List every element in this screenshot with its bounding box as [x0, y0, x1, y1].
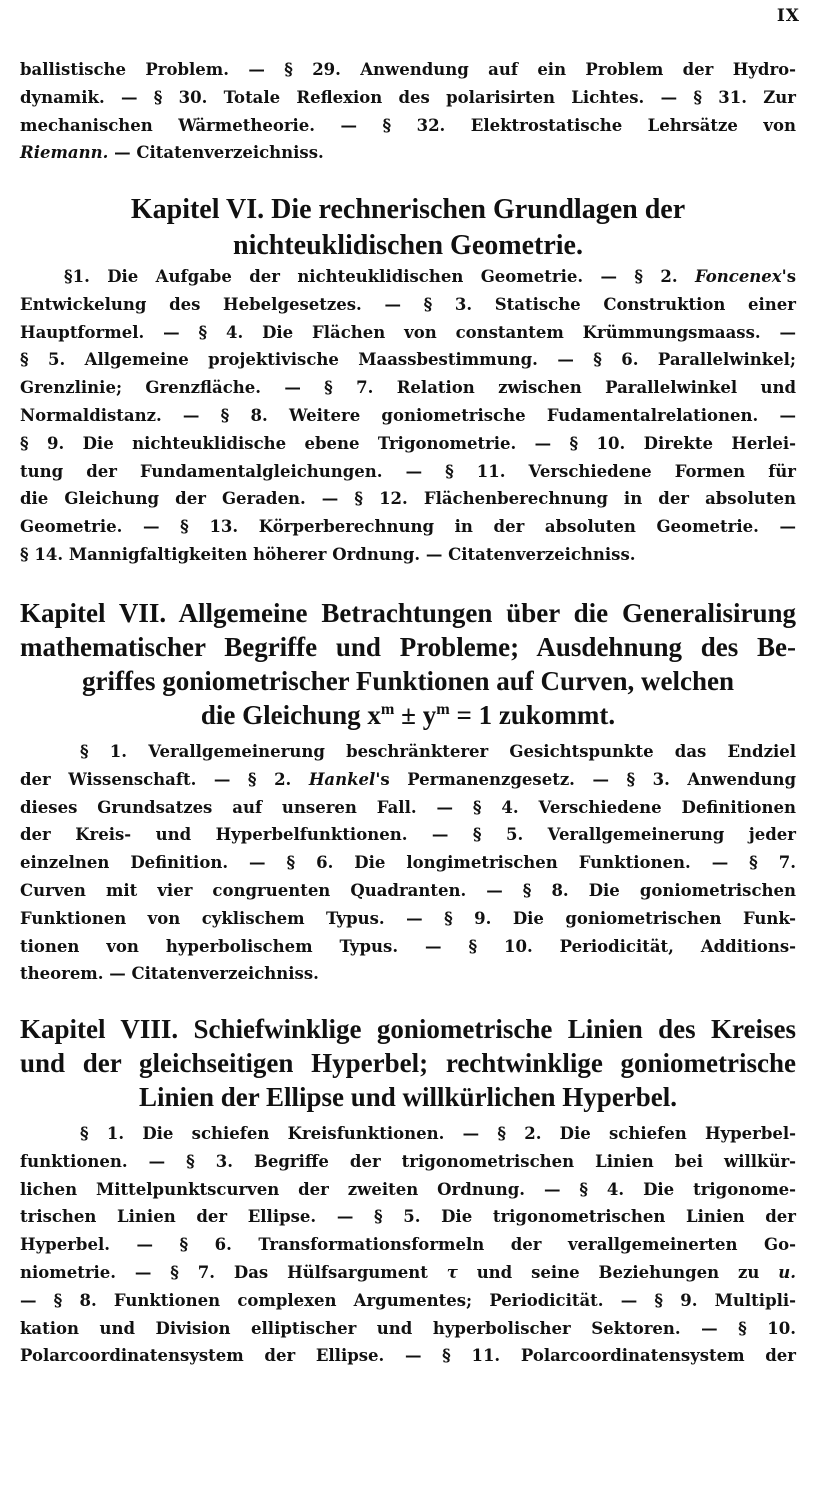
text-fragment: = 1 zukommt. [449, 700, 616, 730]
chapter8-heading [20, 1012, 796, 1114]
text-line: Hyperbel. — § 6. Transformationsformeln der verallgemeinerten Go- [20, 1235, 796, 1255]
text-line [20, 139, 796, 167]
chapter5-tail-paragraph [20, 56, 796, 167]
text-line: tung der Fundamentalgleichungen. — § 11. Verschiedene Formen für [20, 461, 796, 481]
chapter6-heading [20, 192, 796, 264]
text-line: Funktionen von cyklischem Typus. — § 9. Die goniometrischen Funk- [20, 908, 796, 928]
text-fragment: — Citatenverzeichniss. [108, 143, 324, 163]
heading-line: griffes goniometrischer Funktionen auf Curven, welchen [82, 666, 734, 696]
exponent: m [380, 700, 395, 718]
author-name: Riemann. [20, 143, 109, 163]
text-line: theorem. — Citatenverzeichniss. [20, 964, 319, 984]
text-line: § 1. Die schiefen Kreisfunktionen. — § 2. Die schiefen Hyperbel- [80, 1124, 796, 1143]
text-line: Hauptformel. — § 4. Die Flächen von constantem Krümmungsmaass. — [20, 322, 796, 342]
author-name: Hankel [308, 769, 376, 789]
chapter7-paragraph [20, 738, 796, 988]
text-fragment: und seine Beziehungen zu [457, 1262, 760, 1282]
exponent: m [436, 700, 450, 718]
text-line: Grenzlinie; Grenzfläche. — § 7. Relation zwischen Parallelwinkel und [20, 378, 796, 398]
text-line: ballistische Problem. — § 29. Anwendung auf ein Problem der Hydro- [20, 60, 796, 79]
text-line [20, 1259, 796, 1287]
text-line: einzelnen Definition. — § 6. Die longimetrischen Funktionen. — § 7. [20, 853, 796, 873]
text-line: § 5. Allgemeine projektivische Maassbestimmung. — § 6. Parallelwinkel; [20, 350, 796, 370]
text-line: § 9. Die nichteuklidische ebene Trigonometrie. — § 10. Direkte Herlei- [20, 433, 796, 453]
text-line: Curven mit vier congruenten Quadranten. — § 8. Die goniometrischen [20, 880, 796, 900]
text-line: lichen Mittelpunktscurven der zweiten Ordnung. — § 4. Die trigonome- [20, 1179, 796, 1199]
text-line: funktionen. — § 3. Begriffe der trigonometrischen Linien bei willkür- [20, 1151, 796, 1171]
text-fragment: 's Permanenzgesetz. — § 3. Anwendung [375, 769, 796, 789]
text-line: tionen von hyperbolischem Typus. — § 10. Periodicität, Additions- [20, 936, 796, 956]
text-line: Normaldistanz. — § 8. Weitere goniometrische Fudamentalrelationen. — [20, 405, 796, 425]
text-line: dieses Grundsatzes auf unseren Fall. — § 4. Verschiedene Definitionen [20, 797, 796, 817]
heading-line: und der gleichseitigen Hyperbel; rechtwinklige goniometrische [20, 1048, 796, 1078]
chapter6-paragraph [20, 263, 796, 569]
chapter8-paragraph [20, 1120, 796, 1370]
text-line: Entwickelung des Hebelgesetzes. — § 3. Statische Construktion einer [20, 294, 796, 314]
text-line: § 14. Mannigfaltigkeiten höherer Ordnung. — Citatenverzeichniss. [20, 544, 636, 564]
text-fragment: niometrie. — § 7. Das Hülfsargument [20, 1262, 428, 1282]
text-line: § 1. Verallgemeinerung beschränkterer Gesichtspunkte das Endziel [80, 742, 796, 761]
heading-line: mathematischer Begriffe und Probleme; Ausdehnung des Be- [20, 632, 796, 662]
heading-line: Kapitel VII. Allgemeine Betrachtungen über die Generalisirung [20, 598, 796, 628]
text-line: Geometrie. — § 13. Körperberechnung in der absoluten Geometrie. — [20, 517, 796, 537]
author-name: Foncenex [694, 267, 782, 286]
math-symbol: τ [446, 1262, 458, 1282]
heading-line: Linien der Ellipse und willkürlichen Hyperbel. [138, 1082, 678, 1112]
heading-line: Kapitel VIII. Schiefwinklige goniometrische Linien des Kreises [20, 1014, 796, 1044]
heading-line: Kapitel VI. Die rechnerischen Grundlagen der [130, 194, 686, 225]
text-line [20, 766, 796, 794]
text-fragment: 's [781, 267, 796, 286]
chapter7-heading [20, 596, 796, 732]
text-fragment: die Gleichung x [200, 700, 381, 730]
text-line: mechanischen Wärmetheorie. — § 32. Elektrostatische Lehrsätze von [20, 115, 796, 135]
text-line: die Gleichung der Geraden. — § 12. Flächenberechnung in der absoluten [20, 489, 796, 509]
heading-line-equation [20, 698, 796, 732]
text-line: dynamik. — § 30. Totale Reflexion des polarisirten Lichtes. — § 31. Zur [20, 87, 796, 107]
text-fragment: §1. Die Aufgabe der nichteuklidischen Geometrie. — § 2. [64, 267, 678, 286]
text-fragment: ± y [394, 700, 437, 730]
text-fragment: der Wissenschaft. — § 2. [20, 769, 292, 789]
text-line: — § 8. Funktionen complexen Argumentes; Periodicität. — § 9. Multipli- [20, 1290, 796, 1310]
text-line: der Kreis- und Hyperbelfunktionen. — § 5. Verallgemeinerung jeder [20, 825, 796, 845]
math-symbol: u. [778, 1262, 797, 1282]
text-line: trischen Linien der Ellipse. — § 5. Die trigonometrischen Linien der [20, 1207, 796, 1227]
page-number: IX [776, 6, 800, 26]
heading-line: nichteuklidischen Geometrie. [233, 230, 583, 261]
text-line [20, 263, 796, 291]
text-line: kation und Division elliptischer und hyperbolischer Sektoren. — § 10. [20, 1318, 796, 1338]
text-line: Polarcoordinatensystem der Ellipse. — § 11. Polarcoordinatensystem der [20, 1346, 796, 1366]
